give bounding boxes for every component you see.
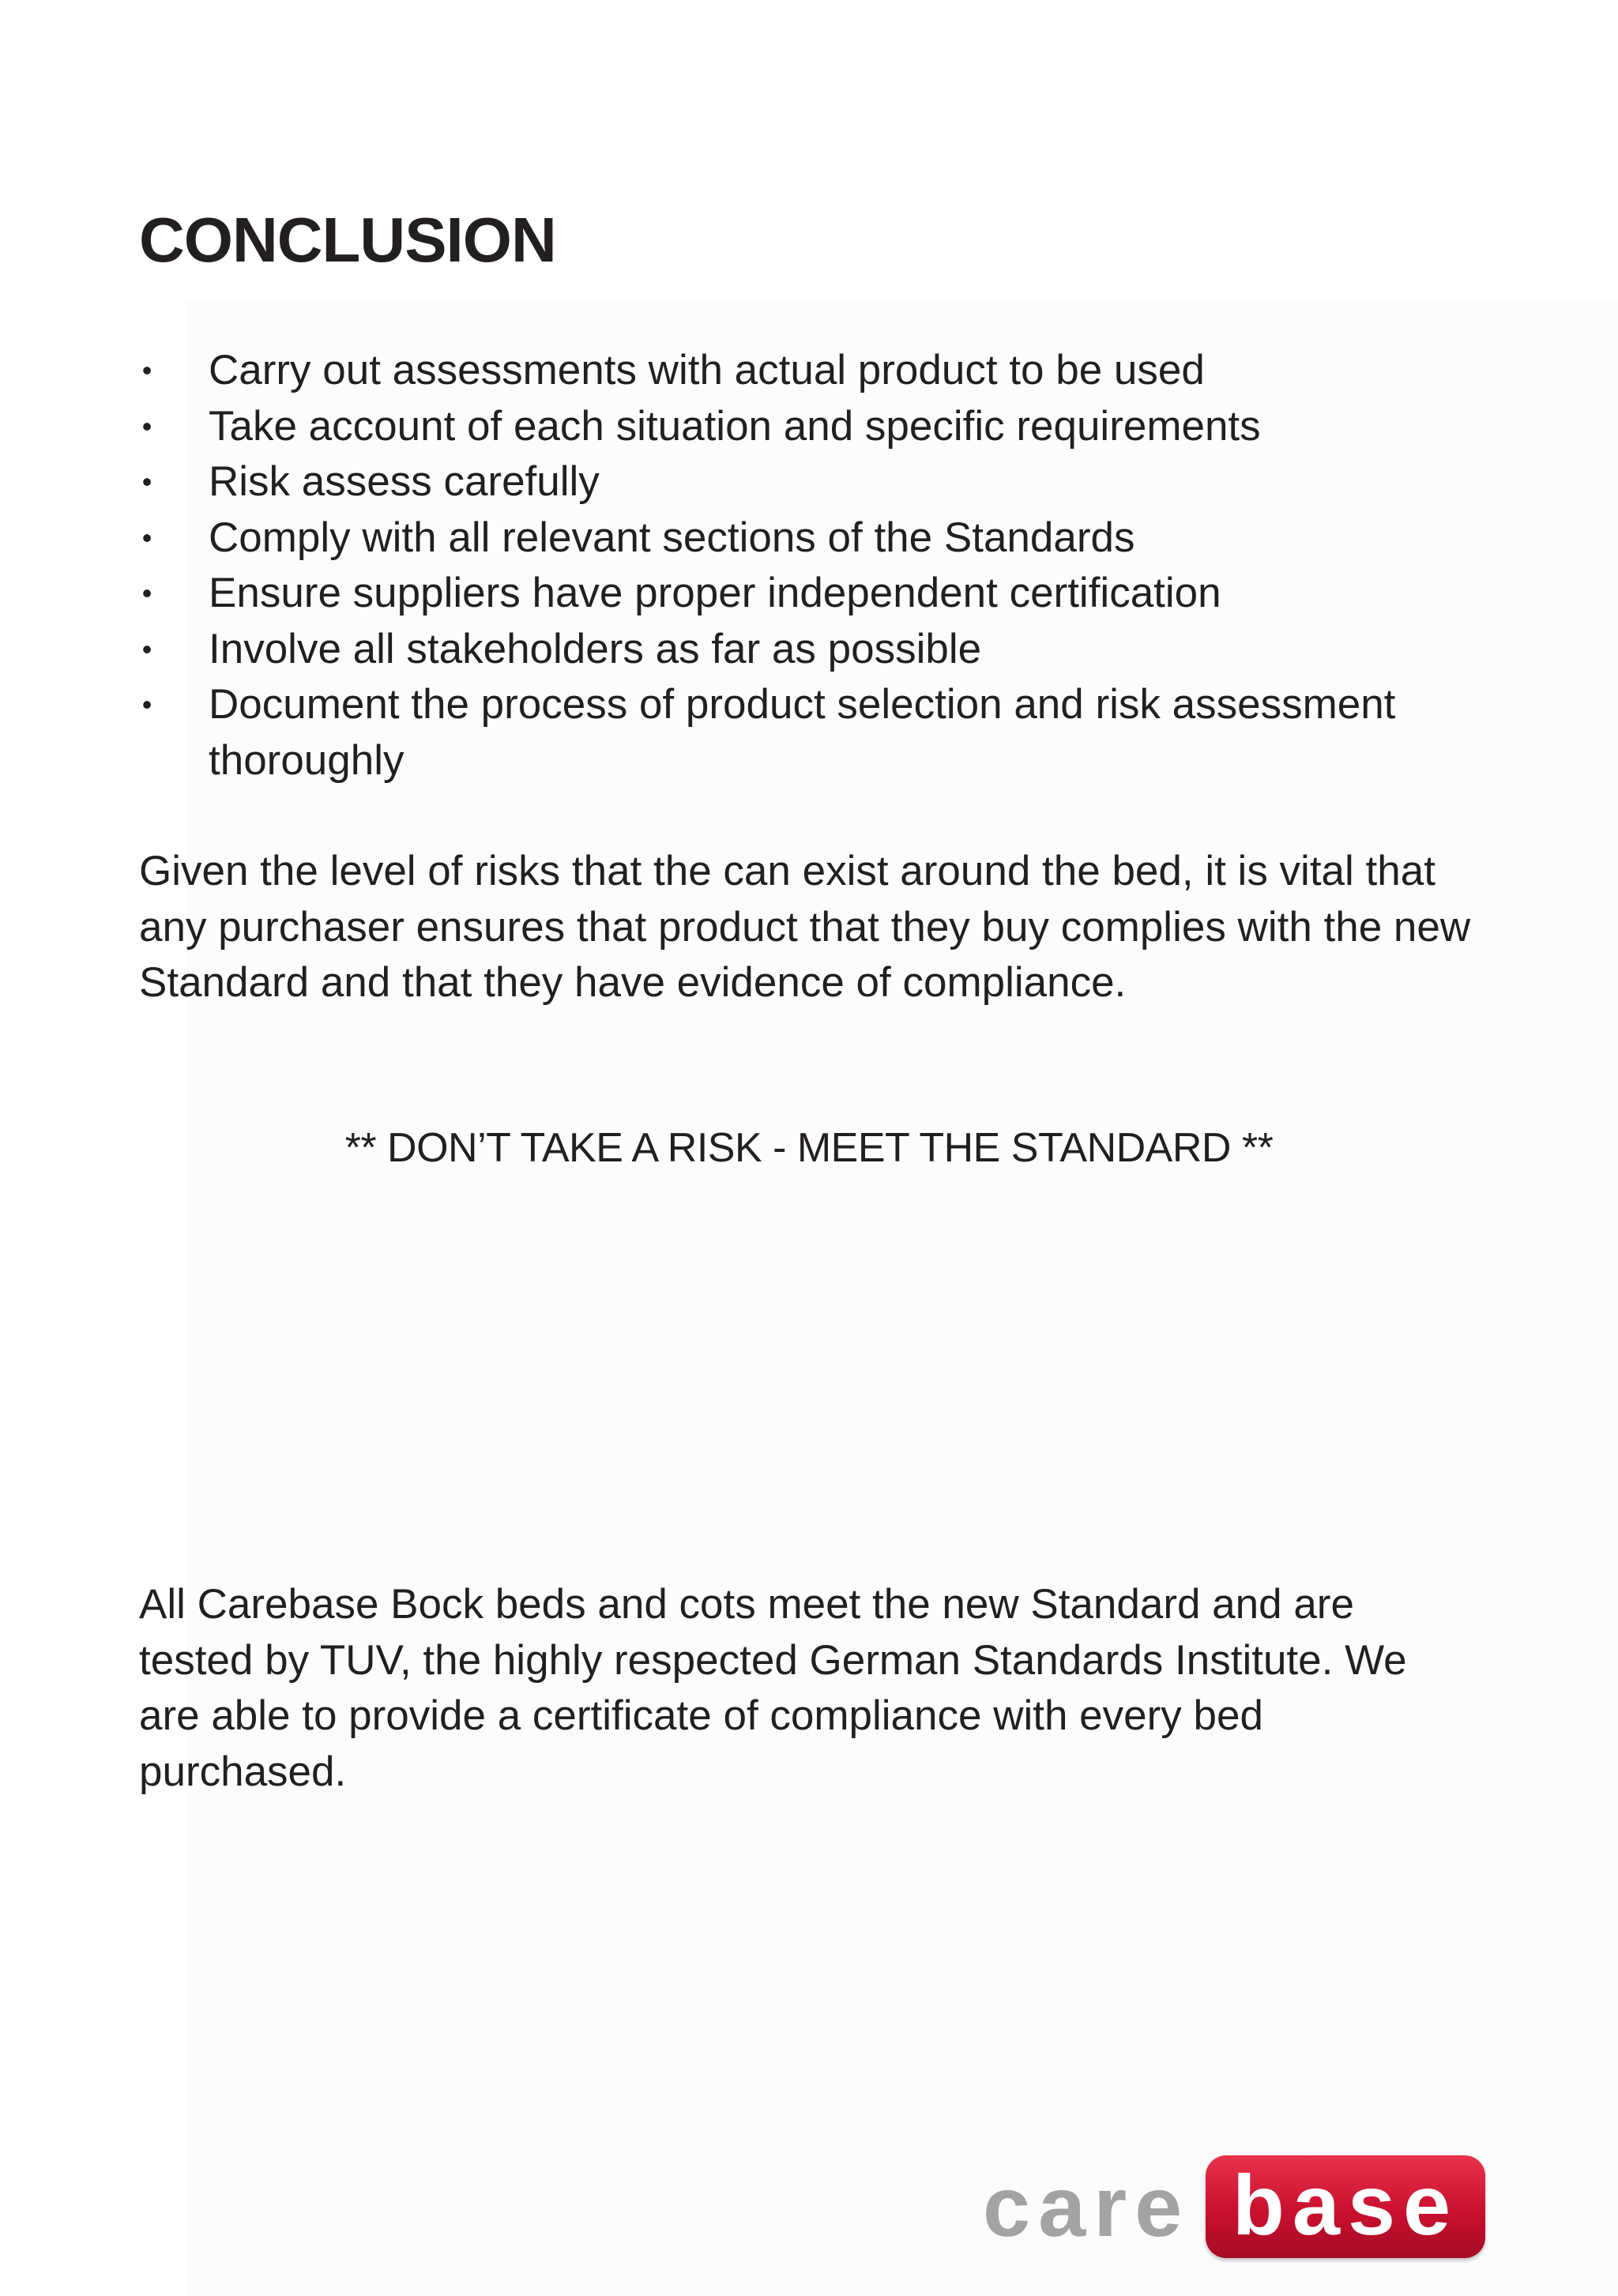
logo-base-text: base bbox=[1232, 2157, 1459, 2253]
list-item bbox=[139, 343, 1482, 399]
list-item-text: Document the process of product selection and risk assessment thoroughly bbox=[209, 681, 1396, 784]
carebase-logo bbox=[983, 2155, 1485, 2258]
logo-base-box bbox=[1206, 2155, 1485, 2258]
list-item-text: Risk assess carefully bbox=[209, 458, 600, 505]
bullet-icon: • bbox=[141, 409, 152, 442]
list-item-text: Take account of each situation and specific requirements bbox=[209, 402, 1261, 450]
slogan: ** DON’T TAKE A RISK - MEET THE STANDARD ** bbox=[344, 1125, 1274, 1171]
list-item bbox=[139, 510, 1482, 566]
list-item bbox=[139, 677, 1482, 789]
bullet-icon: • bbox=[141, 632, 152, 665]
risk-paragraph: Given the level of risks that the can exist around the bed, it is vital that any purchaser ensures that product that they buy complies with the new Standard and that they have evidence of compliance. bbox=[139, 848, 1471, 1006]
bullet-icon: • bbox=[141, 577, 152, 609]
list-item-text: Involve all stakeholders as far as possible bbox=[209, 625, 982, 672]
list-item bbox=[139, 454, 1482, 510]
logo-care-text: care bbox=[983, 2159, 1191, 2254]
list-item-text: Comply with all relevant sections of the Standards bbox=[209, 514, 1135, 561]
list-item bbox=[139, 566, 1482, 622]
page-title: CONCLUSION bbox=[139, 205, 556, 275]
conclusion-list bbox=[139, 343, 1482, 789]
list-item bbox=[139, 622, 1482, 678]
list-item-text: Ensure suppliers have proper independent certification bbox=[209, 570, 1221, 616]
bullet-icon: • bbox=[141, 521, 152, 554]
bullet-icon: • bbox=[141, 354, 152, 386]
bullet-icon: • bbox=[141, 688, 152, 721]
carebase-paragraph: All Carebase Bock beds and cots meet the new Standard and are tested by TUV, the highly respected German Standards Institute. We are able to provide a certificate of compliance with every bed purchased. bbox=[139, 1581, 1407, 1795]
bullet-icon: • bbox=[141, 465, 152, 498]
list-item-text: Carry out assessments with actual product to be used bbox=[209, 347, 1205, 393]
list-item bbox=[139, 399, 1482, 455]
